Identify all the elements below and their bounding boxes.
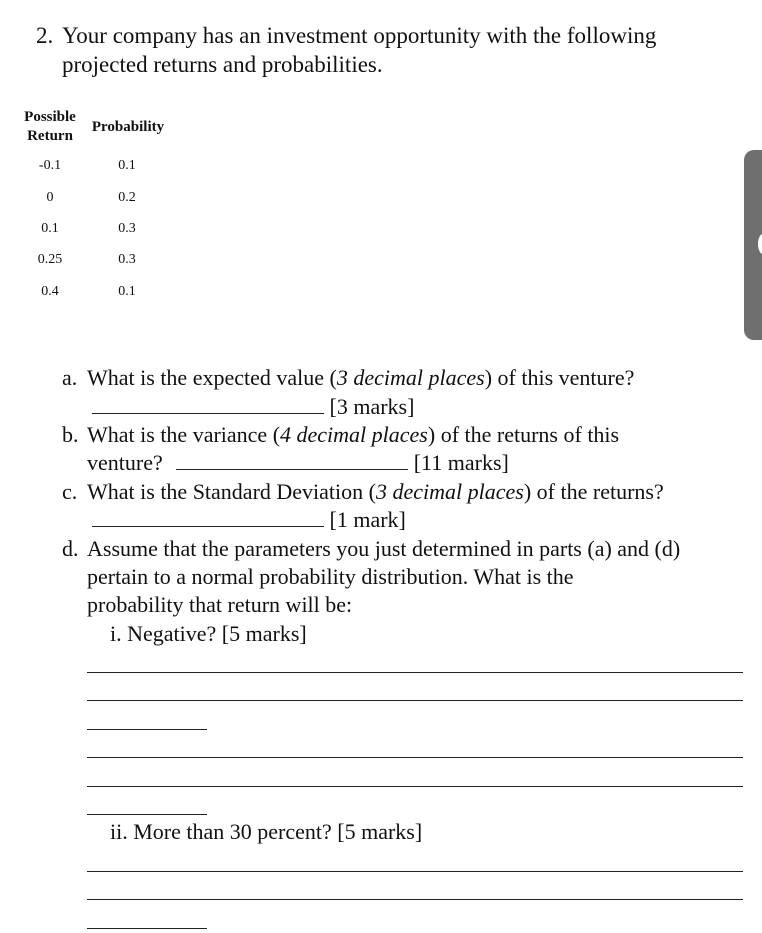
- answer-line[interactable]: [87, 757, 743, 758]
- part-b-label: b.: [62, 422, 79, 447]
- part-d-sub-i: i. Negative? [5 marks]: [110, 621, 307, 646]
- part-c-label: c.: [62, 479, 78, 504]
- table-cell-return: -0.1: [38, 158, 62, 173]
- answer-line[interactable]: [87, 928, 207, 929]
- table-cell-return: 0.4: [41, 284, 59, 299]
- answer-line[interactable]: [87, 899, 743, 900]
- part-a-label: a.: [62, 365, 78, 390]
- table-cell-return: 0.1: [41, 221, 59, 236]
- part-c-answer-line: [1 mark]: [92, 506, 406, 534]
- scroll-knob-icon[interactable]: [758, 234, 762, 254]
- part-c-answer-blank[interactable]: [92, 525, 324, 527]
- part-a-answer-line: [3 marks]: [92, 393, 414, 421]
- part-d-line-1: Assume that the parameters you just determined in parts (a) and (d): [87, 536, 681, 561]
- part-d-label: d.: [62, 536, 79, 561]
- side-scroll-tab[interactable]: [744, 150, 762, 340]
- answer-line[interactable]: [87, 672, 743, 673]
- part-a-answer-blank[interactable]: [92, 412, 324, 414]
- answer-line[interactable]: [87, 786, 743, 787]
- part-d-line-3: probability that return will be:: [87, 592, 353, 617]
- table-cell-return: 0: [46, 190, 54, 205]
- table-cell-probability: 0.1: [118, 284, 136, 299]
- part-b-answer-line: venture? [11 marks]: [87, 450, 509, 475]
- answer-line[interactable]: [87, 814, 207, 815]
- part-b-answer-blank[interactable]: [176, 468, 408, 470]
- answer-line[interactable]: [87, 700, 743, 701]
- header-probability: Probability: [91, 119, 165, 135]
- table-cell-probability: 0.2: [118, 190, 136, 205]
- part-a-question: What is the expected value (3 decimal places) of this venture?: [87, 365, 635, 390]
- header-possible: Possible: [24, 109, 76, 125]
- header-return: Return: [27, 128, 73, 144]
- question-line-1: Your company has an investment opportunity with the following: [62, 23, 657, 48]
- table-cell-probability: 0.1: [118, 158, 136, 173]
- answer-line[interactable]: [87, 871, 743, 872]
- part-b-question: What is the variance (4 decimal places) of the returns of this: [87, 422, 620, 447]
- table-cell-probability: 0.3: [118, 252, 136, 267]
- part-c-question: What is the Standard Deviation (3 decimal places) of the returns?: [87, 479, 664, 504]
- answer-line[interactable]: [87, 729, 207, 730]
- question-number: 2.: [36, 23, 54, 48]
- part-d-line-2: pertain to a normal probability distribution. What is the: [87, 564, 574, 589]
- question-line-2: projected returns and probabilities.: [62, 52, 383, 77]
- table-cell-return: 0.25: [37, 252, 63, 267]
- part-d-sub-ii: ii. More than 30 percent? [5 marks]: [110, 819, 423, 844]
- table-cell-probability: 0.3: [118, 221, 136, 236]
